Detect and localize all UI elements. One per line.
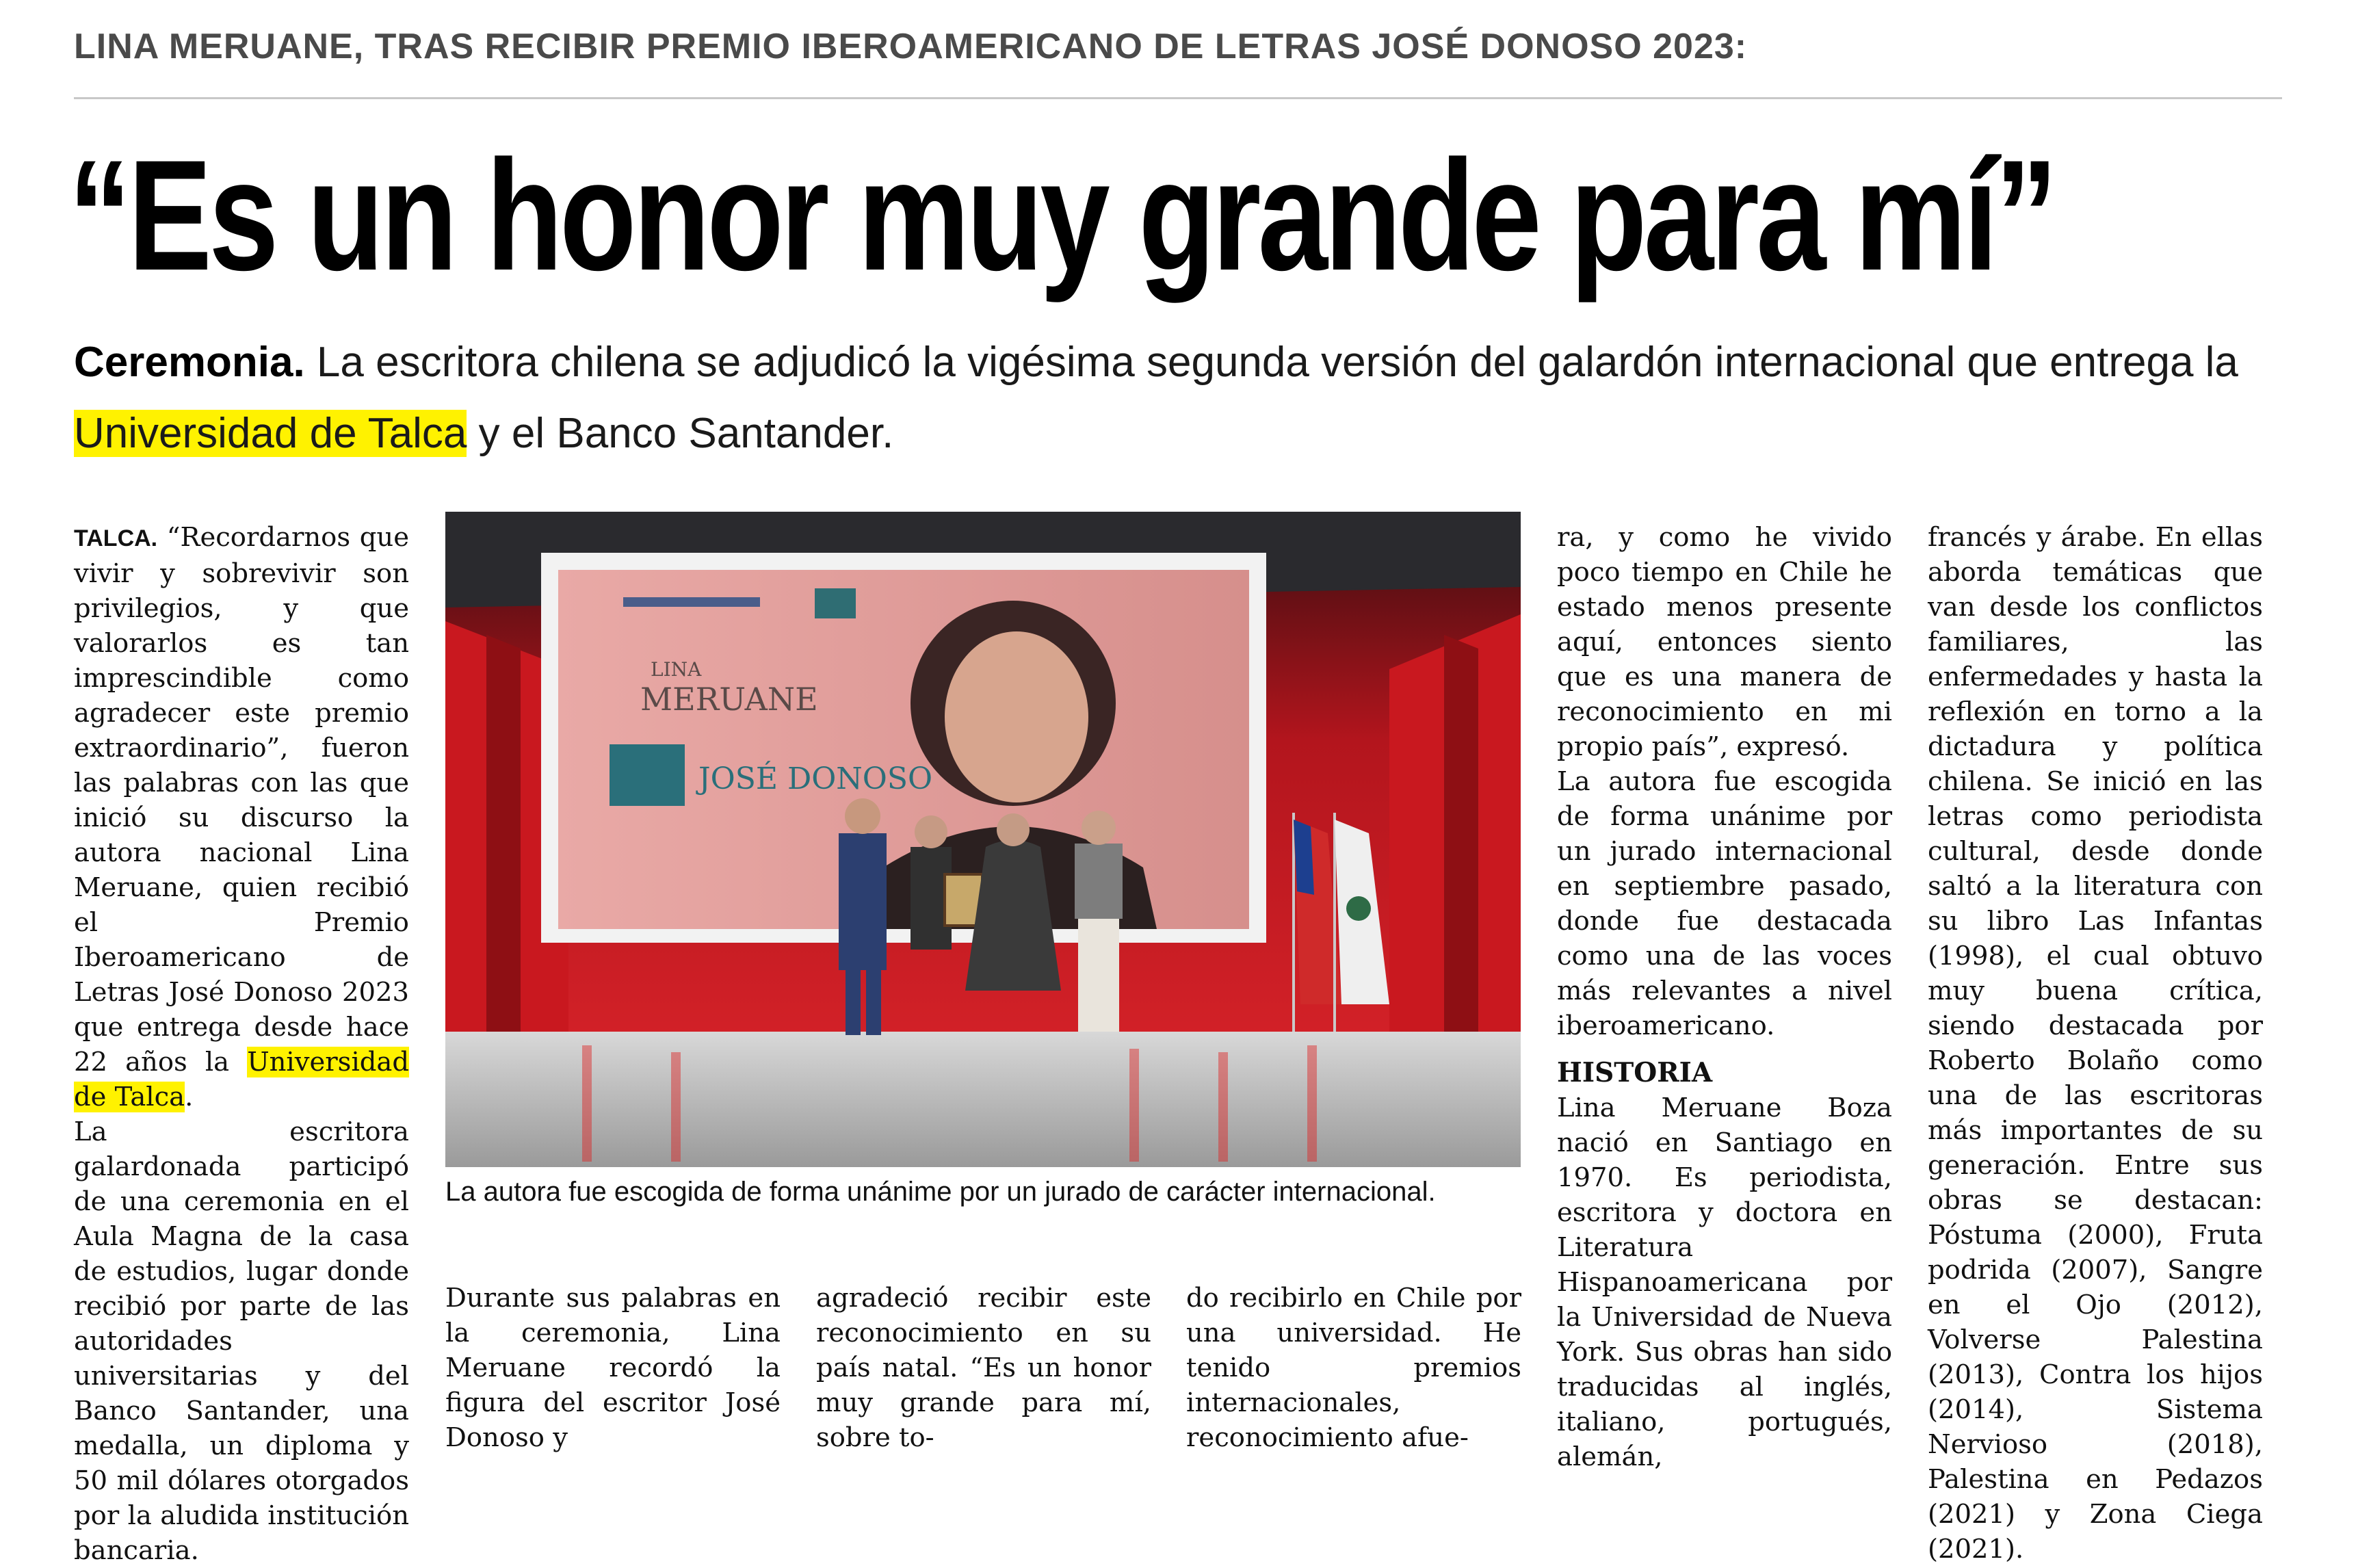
screen-name-first: LINA — [651, 658, 702, 681]
section-subhead: HISTORIA — [1557, 1057, 1713, 1088]
body-column-4 — [1186, 1281, 1521, 1455]
article-headline: “Es un honor muy grande para mí” — [68, 127, 2055, 303]
article-kicker: LINA MERUANE, TRAS RECIBIR PREMIO IBEROAMERICANO DE LETRAS JOSÉ DONOSO 2023: — [74, 27, 1748, 66]
body-column-6 — [1928, 520, 2263, 1567]
projection-screen — [541, 553, 1266, 943]
col1-highlight: Universidad de Talca — [74, 1047, 409, 1112]
deck-text-end: y el Banco Santander. — [467, 410, 894, 457]
col5-paragraph-2: La autora fue escogida de forma unánime por un jurado internacional en septiembre pasado, donde fue destacada como una de las voces más relevantes a nivel iberoamericano. — [1557, 766, 1892, 1041]
ceremony-photo-illustration — [445, 512, 1521, 1167]
screen-logo-mark — [610, 744, 685, 806]
screen-logo-text: JOSÉ DONOSO — [698, 761, 933, 796]
photo-caption: La autora fue escogida de forma unánime por un jurado de carácter internacional. — [445, 1177, 1436, 1207]
col4-paragraph: do recibirlo en Chile por una universidad. He tenido premios internacionales, reconocimiento afue- — [1186, 1283, 1521, 1453]
deck-text: La escritora chilena se adjudicó la vigésima segunda versión del galardón internacional que entrega la — [304, 339, 2238, 386]
article-deck — [74, 327, 2290, 469]
screen-portrait-face — [945, 631, 1088, 802]
deck-highlight: Universidad de Talca — [74, 410, 467, 457]
body-column-3 — [816, 1281, 1151, 1455]
col5-paragraph-3: Lina Meruane Boza nació en Santiago en 1970. Es periodista, escritora y doctora en Literatura Hispanoamericana por la Universidad de Nueva York. Sus obras han sido traducidas al inglés, italiano, portugués, alemán, — [1557, 1093, 1892, 1472]
ceremony-photo — [445, 512, 1521, 1167]
screen-name-last: MERUANE — [640, 681, 818, 718]
kicker-divider — [74, 97, 2282, 99]
body-column-2 — [445, 1281, 781, 1455]
body-column-1 — [74, 520, 409, 1568]
col1-period: . — [185, 1082, 194, 1112]
col1-paragraph-1: “Recordarnos que vivir y sobrevivir son privilegios, y que valorarlos es tan imprescindible como agradecer este premio extraordinario”, fueron las palabras con las que inició su discurso la autora nacional Lina Meruane, quien recibió el Premio Iberoamericano de Letras José Donoso 2023 que entrega desde hace 22 años la — [74, 522, 409, 1077]
body-column-5 — [1557, 520, 1892, 1474]
deck-label: Ceremonia. — [74, 339, 305, 386]
col6-paragraph: francés y árabe. En ellas aborda temáticas que van desde los conflictos familiares, las enfermedades y hasta la reflexión en torno a la dictadura y política chilena. Se inició en las letras como periodista cultural, desde donde saltó a la literatura con su libro Las Infantas (1998), el cual obtuvo muy buena crítica, siendo destacada por Roberto Bolaño como una de las escritoras más importantes de su generación. Entre sus obras se destacan: Póstuma (2000), Fruta podrida (2007), Sangre en el Ojo (2012), Volverse Palestina (2013), Contra los hijos (2014), Sistema Nervioso (2018), Palestina en Pedazos (2021) y Zona Ciega (2021). — [1928, 522, 2263, 1565]
col1-paragraph-2: La escritora galardonada participó de una ceremonia en el Aula Magna de la casa de estudios, lugar donde recibió por parte de las autoridades universitarias y del Banco Santander, una medalla, un diploma y 50 mil dólares otorgados por la aludida institución bancaria. — [74, 1116, 409, 1566]
dateline: TALCA. — [74, 525, 158, 551]
col3-paragraph: agradeció recibir este reconocimiento en su país natal. “Es un honor muy grande para mí, sobre to- — [816, 1283, 1151, 1453]
col2-paragraph: Durante sus palabras en la ceremonia, Lina Meruane recordó la figura del escritor José Donoso y — [445, 1283, 781, 1453]
stage-floor — [445, 1032, 1521, 1167]
col5-paragraph-1: ra, y como he vivido poco tiempo en Chile he estado menos presente aquí, entonces siento que es una manera de reconocimiento en mi propio país”, expresó. — [1557, 522, 1892, 762]
